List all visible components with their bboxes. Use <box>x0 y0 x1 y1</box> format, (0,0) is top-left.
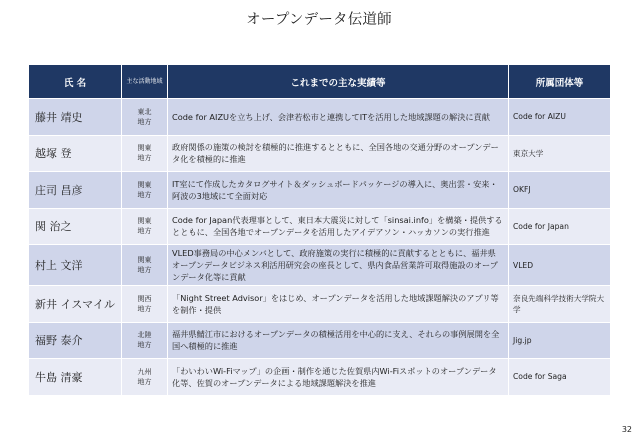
org-cell: Jig.jp <box>509 322 611 359</box>
name-cell: 藤井 靖史 <box>29 99 122 136</box>
header-org: 所属団体等 <box>509 65 611 99</box>
org-cell: VLED <box>509 245 611 286</box>
org-cell: 東京大学 <box>509 135 611 172</box>
header-name: 氏 名 <box>29 65 122 99</box>
table-row <box>29 208 611 245</box>
table-row <box>29 359 611 396</box>
region-cell: 関東 地方 <box>122 245 168 286</box>
org-cell: 奈良先端科学技術大学院大学 <box>509 286 611 323</box>
name-cell: 牛島 清豪 <box>29 359 122 396</box>
table-row <box>29 135 611 172</box>
org-cell: OKFJ <box>509 172 611 209</box>
name-cell: 庄司 昌彦 <box>29 172 122 209</box>
name-cell: 福野 泰介 <box>29 322 122 359</box>
region-cell: 東北 地方 <box>122 99 168 136</box>
table-row <box>29 99 611 136</box>
region-cell: 関東 地方 <box>122 172 168 209</box>
achievement-cell: VLED事務局の中心メンバとして、政府施策の実行に積極的に貢献するとともに、福井県オープンデータビジネス利活用研究会の座長として、県内食品営業許可取得施設のオープンデータ化等に貢献 <box>168 245 509 286</box>
header-achievements: これまでの主な実績等 <box>168 65 509 99</box>
evangelist-table <box>28 64 611 396</box>
table-row <box>29 245 611 286</box>
achievement-cell: 政府関係の施策の検討を積極的に推進するとともに、全国各地の交通分野のオープンデータ化を積極的に推進 <box>168 135 509 172</box>
name-cell: 新井 イスマイル <box>29 286 122 323</box>
slide-title: オープンデータ伝道師 <box>246 12 392 28</box>
name-cell: 村上 文洋 <box>29 245 122 286</box>
org-cell: Code for Japan <box>509 208 611 245</box>
achievement-cell: Code for AIZUを立ち上げ、会津若松市と連携してITを活用した地域課題の解決に貢献 <box>168 99 509 136</box>
achievement-cell: IT室にて作成したカタログサイト＆ダッシュボードパッケージの導入に、奥出雲・安来・阿波の3地域にて全面対応 <box>168 172 509 209</box>
table-row <box>29 322 611 359</box>
name-cell: 越塚 登 <box>29 135 122 172</box>
region-cell: 関東 地方 <box>122 135 168 172</box>
achievement-cell: 「Night Street Advisor」をはじめ、オープンデータを活用した地域課題解決のアプリ等を制作・提供 <box>168 286 509 323</box>
region-cell: 関東 地方 <box>122 208 168 245</box>
region-cell: 北陸 地方 <box>122 322 168 359</box>
achievement-cell: 福井県鯖江市におけるオープンデータの積極活用を中心的に支え、それらの事例展開を全国へ積極的に推進 <box>168 322 509 359</box>
table-row <box>29 172 611 209</box>
achievement-cell: Code for Japan代表理事として、東日本大震災に対して「sinsai.info」を構築・提供するとともに、全国各地でオープンデータを活用したアイデアソン・ハッカソンの実行推進 <box>168 208 509 245</box>
org-cell: Code for AIZU <box>509 99 611 136</box>
page-number: 32 <box>621 425 632 434</box>
table-row <box>29 286 611 323</box>
region-cell: 関西 地方 <box>122 286 168 323</box>
table-header-row <box>29 65 611 99</box>
name-cell: 関 治之 <box>29 208 122 245</box>
achievement-cell: 「わいわいWi-Fiマップ」の企画・制作を通じた佐賀県内Wi-Fiスポットのオープンデータ化等、佐賀のオープンデータによる地域課題解決を推進 <box>168 359 509 396</box>
org-cell: Code for Saga <box>509 359 611 396</box>
header-region: 主な活動地域 <box>122 65 168 99</box>
region-cell: 九州 地方 <box>122 359 168 396</box>
